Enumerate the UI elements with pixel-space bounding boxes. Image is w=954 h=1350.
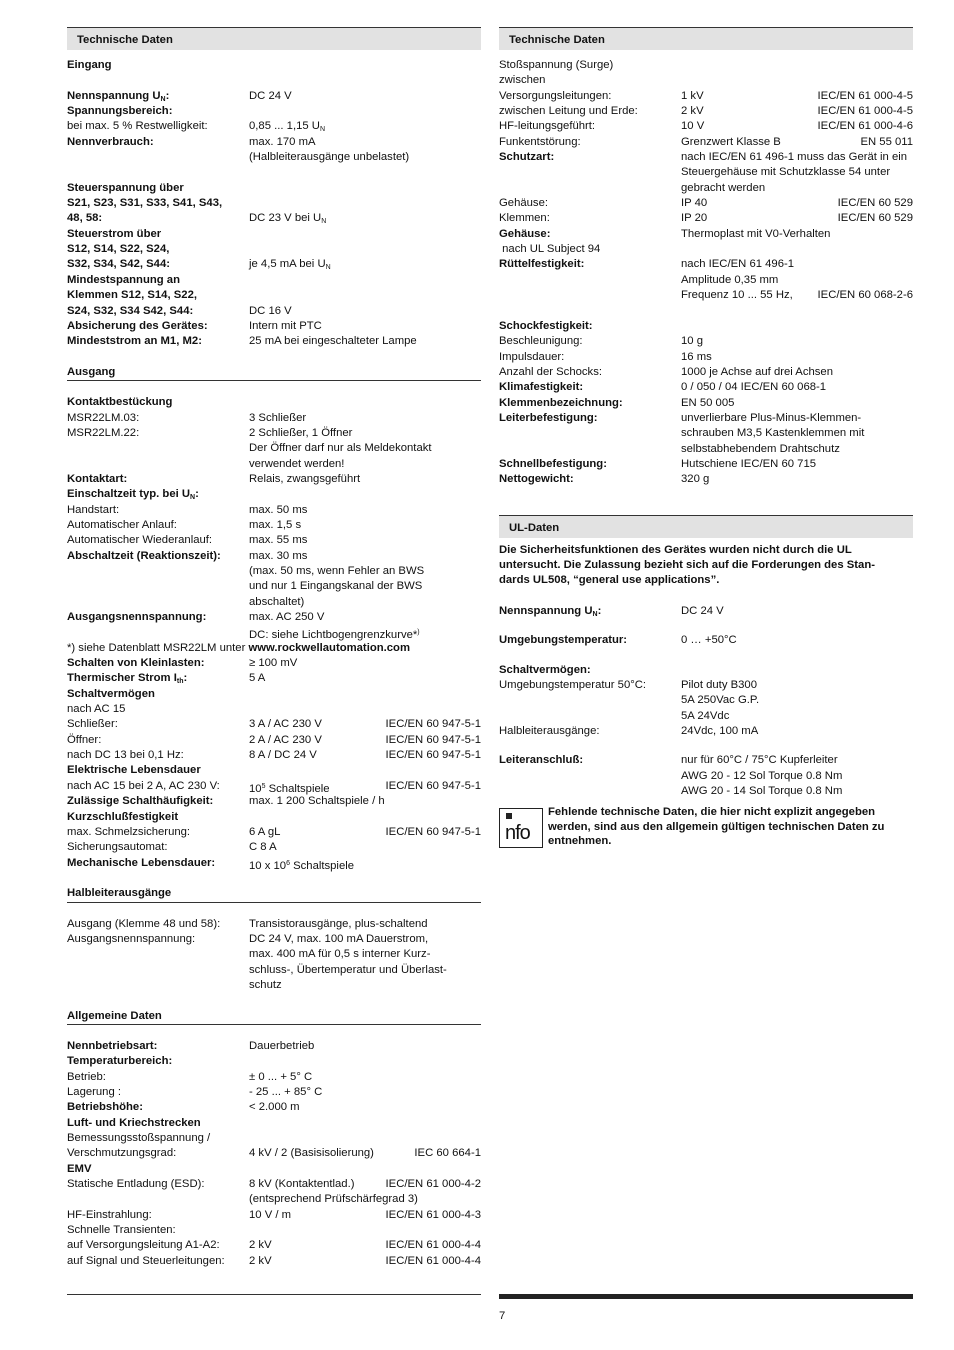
info-text: Fehlende technische Daten, die hier nicht explizit angegeben werden, sind aus den allgemein gültigen technischen Daten zu entnehmen. <box>548 806 885 848</box>
right-column <box>499 27 913 851</box>
row-betrieb: Betrieb: ± 0 ... + 5° C <box>67 1070 313 1083</box>
ausgang-title: Ausgang <box>67 365 116 378</box>
row-klima: Klimafestigkeit: 0 / 050 / 04 IEC/EN 60 068-1 <box>499 381 827 394</box>
row-mechanisch: Mechanische Lebensdauer: 10 x $10^6$ Schaltspiele <box>67 856 355 872</box>
row-halb-nenn4: schutz <box>249 978 282 991</box>
footnote-link[interactable]: www.rockwellautomation.com <box>248 641 411 654</box>
row-msr22-note1: Der Öffner darf nur als Meldekontakt <box>249 442 432 455</box>
footer-rule-left <box>67 1294 481 1295</box>
row-nennverbrauch: Nennverbrauch: max. 170 mA <box>67 135 316 148</box>
row-versorg: Versorgungsleitungen: 1 kV IEC/EN 61 000-4-5 <box>499 89 913 102</box>
row-leiter3: selbstabhebendem Drahtschutz <box>681 442 840 455</box>
row-schliesser: Schließer: 3 A / AC 230 V IEC/EN 60 947-5-1 <box>67 718 481 731</box>
row-versorgung: auf Versorgungsleitung A1-A2: 2 kV IEC/EN 61 000-4-4 <box>67 1239 481 1252</box>
row-leiter: Leiterbefestigung: unverlierbare Plus-Minus-Klemmen- <box>499 411 862 424</box>
row-ruettel2: Amplitude 0,35 mm <box>681 273 779 286</box>
row-mindestspannung-3: S24, S32, S34 S42, S44: DC 16 V <box>67 304 292 317</box>
row-esd: Statische Entladung (ESD): 8 kV (Kontaktentlad.) IEC/EN 61 000-4-2 <box>67 1178 481 1191</box>
row-halb-ausgang: Ausgang (Klemme 48 und 58): Transistorausgänge, plus-schaltend <box>67 917 428 930</box>
row-schutzart3: gebracht werden <box>681 181 766 194</box>
row-nennbetrieb: Nennbetriebsart: Dauerbetrieb <box>67 1039 315 1052</box>
row-thermisch: Thermischer Strom $I_{th}$: 5 A <box>67 672 266 686</box>
row-anzahl: Anzahl der Schocks: 1000 je Achse auf drei Achsen <box>499 365 833 378</box>
row-ul-schalt50-2: 5A 250Vac G.P. <box>681 694 760 707</box>
row-erde: zwischen Leitung und Erde: 2 kV IEC/EN 61 000-4-5 <box>499 105 913 118</box>
row-klemmen: Klemmen: IP 20 IEC/EN 60 529 <box>499 212 913 225</box>
row-steuerspannung-1: Steuerspannung über <box>67 181 184 194</box>
row-dc13: nach DC 13 bei 0,1 Hz: 8 A / DC 24 V IEC/EN 60 947-5-1 <box>67 749 481 762</box>
row-ruettel: Rüttelfestigkeit: nach IEC/EN 61 496-1 <box>499 258 795 271</box>
halbleiter-title: Halbleiterausgänge <box>67 887 172 900</box>
row-spannungsbereich: Spannungsbereich: <box>67 105 173 118</box>
row-schutzart2: Steuergehäuse mit Schutzklasse 54 unter <box>681 166 891 179</box>
row-ul-leiter3: AWG 20 - 14 Sol Torque 0.8 Nm <box>681 785 843 798</box>
row-bemessung: Bemessungsstoßspannung / <box>67 1132 211 1145</box>
row-ausgangsnenn-dc: DC: siehe Lichtbogengrenzkurve*) <box>249 629 420 642</box>
ul-section-header: UL-Daten <box>499 516 913 538</box>
row-gehaeuse: Gehäuse: IP 40 IEC/EN 60 529 <box>499 197 913 210</box>
row-steuerstrom-1: Steuerstrom über <box>67 227 162 240</box>
row-schnell: Schnellbefestigung: Hutschiene IEC/EN 60 715 <box>499 457 817 470</box>
page-number: 7 <box>499 1310 506 1322</box>
row-surge2: zwischen <box>499 74 546 87</box>
row-schmelz: max. Schmelzsicherung: 6 A gL IEC/EN 60 947-5-1 <box>67 825 481 838</box>
row-impuls: Impulsdauer: 16 ms <box>499 350 712 363</box>
row-ausgangsnenn: Ausgangsnennspannung: max. AC 250 V <box>67 611 325 624</box>
row-hf: HF-Einstrahlung: 10 V / m IEC/EN 61 000-4-3 <box>67 1208 481 1221</box>
info-icon: nfo <box>499 808 543 848</box>
row-autowieder: Automatischer Wiederanlauf: max. 55 ms <box>67 534 308 547</box>
row-schaltvermoegen: Schaltvermögen <box>67 687 155 700</box>
row-ul-schalt50: Umgebungstemperatur 50°C: Pilot duty B300 <box>499 679 757 692</box>
row-automat: Sicherungsautomat: C 8 A <box>67 841 277 854</box>
row-msr03: MSR22LM.03: 3 Schließer <box>67 411 307 424</box>
row-lagerung: Lagerung : - 25 ... + 85° C <box>67 1086 323 1098</box>
row-transienten: Schnelle Transienten: <box>67 1224 176 1237</box>
row-abschaltzeit-note3: abschaltet) <box>249 595 305 608</box>
row-halb-nenn3: schluss-, Übertemperatur und Überlast- <box>249 963 447 976</box>
row-hoehe: Betriebshöhe: < 2.000 m <box>67 1101 300 1114</box>
row-elektrische: Elektrische Lebensdauer <box>67 764 201 777</box>
row-mindestspannung-1: Mindestspannung an <box>67 273 180 286</box>
row-ul-leiter: Leiteranschluß: nur für 60°C / 75°C Kupferleiter <box>499 754 838 767</box>
row-schock: Schockfestigkeit: <box>499 319 593 332</box>
row-kleinlasten: Schalten von Kleinlasten: ≥ 100 mV <box>67 657 298 670</box>
row-signal: auf Signal und Steuerleitungen: 2 kV IEC/EN 61 000-4-4 <box>67 1254 481 1267</box>
row-autoanlauf: Automatischer Anlauf: max. 1,5 s <box>67 518 302 531</box>
row-ul-umgebung: Umgebungstemperatur: 0 … +50°C <box>499 634 737 647</box>
eingang-title: Eingang <box>67 59 112 71</box>
row-leiter2: schrauben M3,5 Kastenklemmen mit <box>681 427 865 440</box>
allgemein-title: Allgemeine Daten <box>67 1009 162 1022</box>
row-ul-schalt50-3: 5A 24Vdc <box>681 709 730 722</box>
ul-paragraph: Die Sicherheitsfunktionen des Gerätes wurden nicht durch die UL untersucht. Die Zulassung bezieht sich auf die Forderungen des Stan- dards UL508, “general use applications”. <box>499 543 875 587</box>
row-steuerspannung-3: 48, 58: DC 23 V bei $U_N$ <box>67 212 327 226</box>
row-beschl: Beschleunigung: 10 g <box>499 335 703 348</box>
row-ul-schalt: Schaltvermögen: <box>499 663 591 676</box>
row-kurzschluss: Kurzschlußfestigkeit <box>67 810 179 823</box>
row-luft: Luft- und Kriechstrecken <box>67 1116 201 1129</box>
row-ul-halb: Halbleiterausgänge: 24Vdc, 100 mA <box>499 725 759 738</box>
row-klemmbez: Klemmenbezeichnung: EN 50 005 <box>499 396 735 409</box>
row-ul94: nach UL Subject 94 <box>499 243 601 256</box>
row-temperatur: Temperaturbereich: <box>67 1055 173 1068</box>
row-nennspannung: Nennspannung $U_N$: DC 24 V <box>67 89 292 103</box>
row-handstart: Handstart: max. 50 ms <box>67 503 308 516</box>
row-abschaltzeit-note1: (max. 50 ms, wenn Fehler an BWS <box>249 565 425 577</box>
row-halb-nenn: Ausgangsnennspannung: DC 24 V, max. 100 mA Dauerstrom, <box>67 932 429 945</box>
info-note <box>499 805 913 851</box>
row-esd-note: (entsprechend Prüfschärfegrad 3) <box>249 1193 418 1206</box>
row-oeffner: Öffner: 2 A / AC 230 V IEC/EN 60 947-5-1 <box>67 733 481 746</box>
row-steuerspannung-2: S21, S23, S31, S33, S41, S43, <box>67 197 223 210</box>
row-verschmutzung: Verschmutzungsgrad: 4 kV / 2 (Basisisolierung) IEC 60 664-1 <box>67 1147 481 1160</box>
row-kontaktart: Kontaktart: Relais, zwangsgeführt <box>67 472 361 485</box>
row-nennverbrauch-note: (Halbleiterausgänge unbelastet) <box>249 151 410 164</box>
row-abschaltzeit-note2: und nur 1 Eingangskanal der BWS <box>249 580 423 593</box>
row-hfl: HF-leitungsgeführt: 10 V IEC/EN 61 000-4-6 <box>499 120 913 133</box>
row-funk: Funkentstörung: Grenzwert Klasse B EN 55 011 <box>499 135 913 148</box>
row-schalthaeufigkeit: Zulässige Schalthäufigkeit: max. 1 200 Schaltspiele / h <box>67 795 385 808</box>
row-steuerstrom-2: S12, S14, S22, S24, <box>67 243 170 256</box>
row-restwelligkeit: bei max. 5 % Restwelligkeit: 0,85 ... 1,15 $U_N$ <box>67 120 326 134</box>
right-section-header: Technische Daten <box>499 28 913 50</box>
row-netto: Nettogewicht: 320 g <box>499 473 710 486</box>
row-footnote: *) siehe Datenblatt MSR22LM unter www.rockwellautomation.com <box>67 641 411 654</box>
row-emv: EMV <box>67 1162 92 1175</box>
row-mindestspannung-2: Klemmen S12, S14, S22, <box>67 289 197 302</box>
row-steuerstrom-3: S32, S34, S42, S44: je 4,5 mA bei $U_N$ <box>67 258 331 272</box>
row-ruettel3: Frequenz 10 ... 55 Hz, IEC/EN 60 068-2-6 <box>681 289 913 302</box>
row-schutzart: Schutzart: nach IEC/EN 61 496-1 muss das Gerät in ein <box>499 151 908 164</box>
row-mindeststrom: Mindeststrom an M1, M2: 25 mA bei eingeschalteter Lampe <box>67 335 417 348</box>
row-halb-nenn2: max. 400 mA für 0,5 s interner Kurz- <box>249 948 431 961</box>
row-surge1: Stoßspannung (Surge) <box>499 59 614 71</box>
row-einschaltzeit: Einschaltzeit typ. bei $U_N$: <box>67 488 199 502</box>
row-gehaeuse2: Gehäuse: Thermoplast mit V0-Verhalten <box>499 227 831 240</box>
row-nach-ac15: nach AC 15 <box>67 703 126 716</box>
row-ul-leiter2: AWG 20 - 12 Sol Torque 0.8 Nm <box>681 769 843 782</box>
row-kontaktbestueckung: Kontaktbestückung <box>67 396 173 409</box>
row-absicherung: Absicherung des Gerätes: Intern mit PTC <box>67 319 322 332</box>
row-ac15-2a: nach AC 15 bei 2 A, AC 230 V: $10^5$ Schaltspiele IEC/EN 60 947-5-1 <box>67 779 481 795</box>
row-msr22-note2: verwendet werden! <box>249 457 345 470</box>
left-column <box>67 27 481 1269</box>
row-msr22: MSR22LM.22: 2 Schließer, 1 Öffner <box>67 426 353 439</box>
left-section-header: Technische Daten <box>67 28 481 50</box>
row-abschaltzeit: Abschaltzeit (Reaktionszeit): max. 30 ms <box>67 549 308 562</box>
footer-bar-right <box>499 1294 913 1299</box>
row-ul-nenn: Nennspannung $U_N$: DC 24 V <box>499 605 724 618</box>
